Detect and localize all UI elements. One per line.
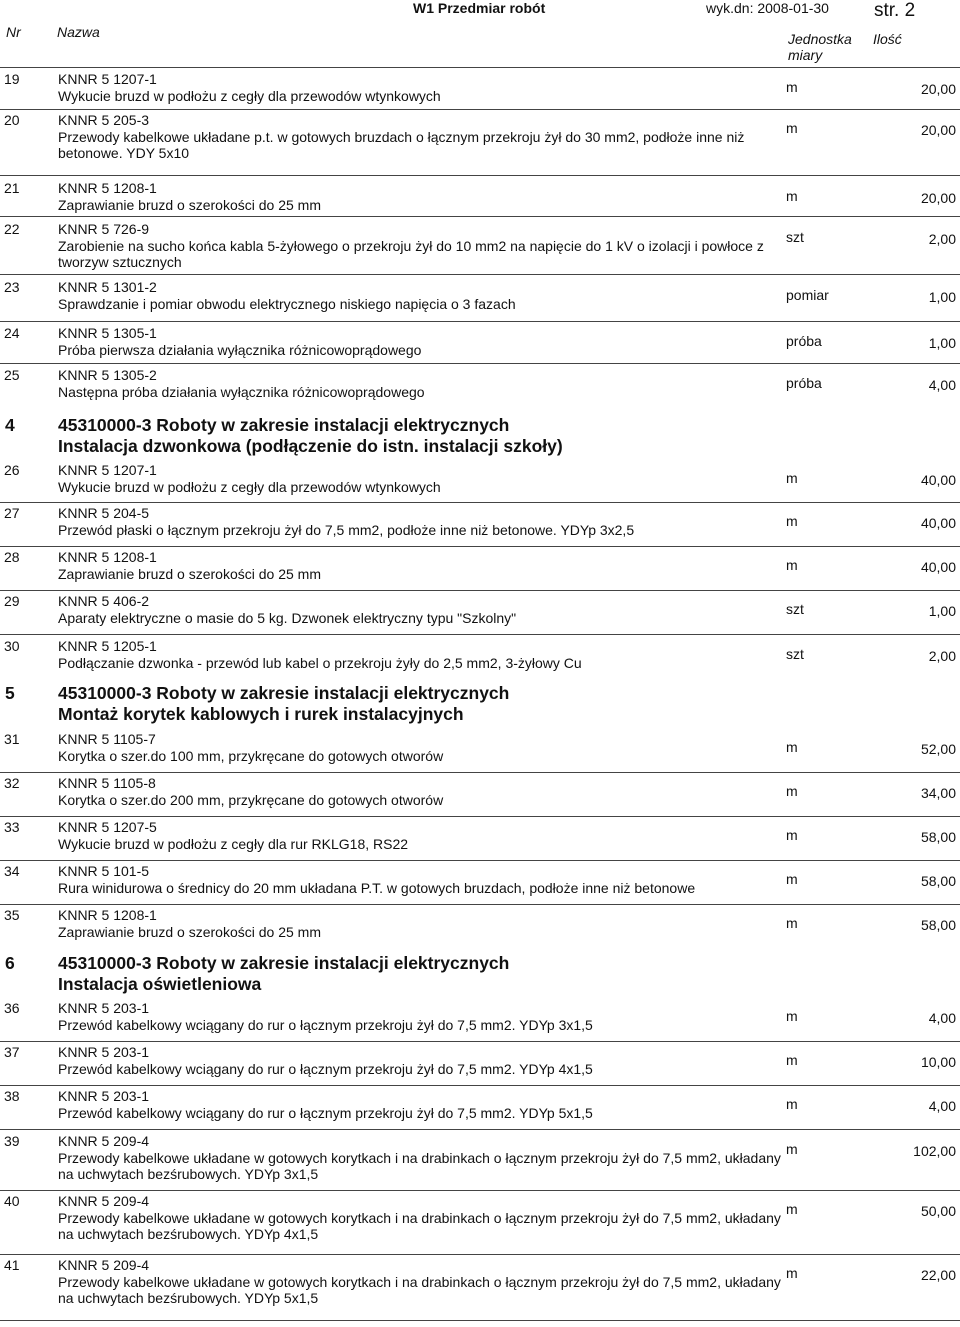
divider — [0, 1085, 960, 1086]
row-unit: m — [786, 1141, 798, 1157]
row-number: 21 — [4, 180, 20, 196]
row-quantity: 20,00 — [920, 190, 956, 206]
row-quantity: 34,00 — [920, 785, 956, 801]
row-quantity: 40,00 — [920, 472, 956, 488]
section-name: Instalacja oświetleniowa — [58, 974, 262, 994]
row-unit: m — [786, 1096, 798, 1112]
divider — [0, 590, 960, 591]
row-unit: szt — [786, 646, 804, 662]
column-header-miary: miary — [788, 47, 823, 63]
row-unit: m — [786, 1052, 798, 1068]
row-unit: m — [786, 557, 798, 573]
row-unit: m — [786, 513, 798, 529]
row-quantity: 4,00 — [928, 1010, 956, 1026]
row-description: Przewody kabelkowe układane p.t. w gotowych bruzdach o łącznym przekroju żył do 30 mm2, podłoże inne niż betonowe. YDY 5x10 — [58, 129, 745, 161]
row-description: Zaprawianie bruzd o szerokości do 25 mm — [58, 924, 322, 940]
row-description: Aparaty elektryczne o masie do 5 kg. Dzwonek elektryczny typu "Szkolny" — [58, 610, 517, 626]
row-code: KNNR 5 1205-1 — [58, 638, 157, 654]
row-quantity: 52,00 — [920, 741, 956, 757]
row-description: Zaprawianie bruzd o szerokości do 25 mm — [58, 197, 322, 213]
row-description: Wykucie bruzd w podłożu z cegły dla przewodów wtynkowych — [58, 479, 441, 495]
row-number: 31 — [4, 731, 20, 747]
row-unit: m — [786, 120, 798, 136]
divider — [0, 904, 960, 905]
row-description: Wykucie bruzd w podłożu z cegły dla rur RKLG18, RS22 — [58, 836, 409, 852]
row-quantity: 40,00 — [920, 515, 956, 531]
row-code: KNNR 5 203-1 — [58, 1088, 150, 1104]
row-description: Podłączanie dzwonka - przewód lub kabel o przekroju żyły do 2,5 mm2, 3-żyłowy Cu — [58, 655, 582, 671]
row-quantity: 10,00 — [920, 1054, 956, 1070]
divider — [0, 1254, 960, 1255]
row-quantity: 58,00 — [920, 917, 956, 933]
divider — [0, 502, 960, 503]
row-code: KNNR 5 203-1 — [58, 1000, 150, 1016]
row-description: Korytka o szer.do 100 mm, przykręcane do gotowych otworów — [58, 748, 444, 764]
divider — [0, 634, 960, 635]
row-code: KNNR 5 1305-2 — [58, 367, 157, 383]
row-number: 23 — [4, 279, 20, 295]
row-code: KNNR 5 1305-1 — [58, 325, 157, 341]
row-description: Rura winidurowa o średnicy do 20 mm układana P.T. w gotowych bruzdach, podłoże inne niż betonowe — [58, 880, 696, 896]
row-code: KNNR 5 1207-1 — [58, 71, 157, 87]
row-quantity: 2,00 — [928, 231, 956, 247]
row-unit: m — [786, 739, 798, 755]
section-code: 45310000-3 Roboty w zakresie instalacji elektrycznych — [58, 953, 510, 973]
row-code: KNNR 5 101-5 — [58, 863, 150, 879]
row-description: Przewód płaski o łącznym przekroju żył do 7,5 mm2, podłoże inne niż betonowe. YDYp 3x2,5 — [58, 522, 635, 538]
row-description: Próba pierwsza działania wyłącznika różnicowoprądowego — [58, 342, 422, 358]
section-name: Montaż korytek kablowych i rurek instalacyjnych — [58, 704, 464, 724]
document-date: wyk.dn: 2008-01-30 — [706, 0, 829, 16]
divider — [0, 109, 960, 110]
row-number: 30 — [4, 638, 20, 654]
column-header-jednostka: Jednostka — [788, 31, 852, 47]
divider — [0, 274, 960, 275]
divider — [0, 175, 960, 176]
row-description: Przewody kabelkowe układane w gotowych korytkach i na drabinkach o łącznym przekroju żył do 7,5 mm2, układany na uchwytach bezśrubowych. YDYp 5x1,5 — [58, 1274, 781, 1306]
divider — [0, 1129, 960, 1130]
row-quantity: 50,00 — [920, 1203, 956, 1219]
row-number: 26 — [4, 462, 20, 478]
row-unit: m — [786, 1201, 798, 1217]
divider — [0, 363, 960, 364]
row-unit: m — [786, 79, 798, 95]
row-unit: pomiar — [786, 287, 829, 303]
row-code: KNNR 5 209-4 — [58, 1193, 150, 1209]
divider — [0, 816, 960, 817]
divider — [0, 860, 960, 861]
row-code: KNNR 5 1207-5 — [58, 819, 157, 835]
row-code: KNNR 5 205-3 — [58, 112, 150, 128]
row-number: 34 — [4, 863, 20, 879]
row-number: 32 — [4, 775, 20, 791]
row-code: KNNR 5 209-4 — [58, 1257, 150, 1273]
row-quantity: 58,00 — [920, 829, 956, 845]
row-unit: m — [786, 827, 798, 843]
row-number: 41 — [4, 1257, 20, 1273]
row-number: 24 — [4, 325, 20, 341]
document-title: W1 Przedmiar robót — [413, 0, 546, 16]
divider — [0, 1190, 960, 1191]
row-unit: m — [786, 915, 798, 931]
row-code: KNNR 5 406-2 — [58, 593, 150, 609]
divider — [0, 546, 960, 547]
row-unit: m — [786, 1008, 798, 1024]
section-number: 6 — [5, 953, 15, 973]
row-quantity: 1,00 — [928, 603, 956, 619]
divider — [0, 772, 960, 773]
row-code: KNNR 5 1208-1 — [58, 549, 157, 565]
row-quantity: 2,00 — [928, 648, 956, 664]
row-number: 39 — [4, 1133, 20, 1149]
section-name: Instalacja dzwonkowa (podłączenie do istn. instalacji szkoły) — [58, 436, 563, 456]
row-description: Przewody kabelkowe układane w gotowych korytkach i na drabinkach o łącznym przekroju żył do 7,5 mm2, układany na uchwytach bezśrubowych. YDYp 4x1,5 — [58, 1210, 781, 1242]
row-code: KNNR 5 1207-1 — [58, 462, 157, 478]
row-code: KNNR 5 209-4 — [58, 1133, 150, 1149]
row-number: 37 — [4, 1044, 20, 1060]
page-number: str. 2 — [874, 0, 916, 21]
section-code: 45310000-3 Roboty w zakresie instalacji elektrycznych — [58, 683, 510, 703]
row-description: Przewód kabelkowy wciągany do rur o łącznym przekroju żył do 7,5 mm2. YDYp 4x1,5 — [58, 1061, 593, 1077]
row-description: Zarobienie na sucho końca kabla 5-żyłowego o przekroju żył do 10 mm2 na napięcie do 1 kV o izolacji i powłoce z tworzyw sztucznych — [58, 238, 764, 270]
row-code: KNNR 5 726-9 — [58, 221, 150, 237]
row-unit: szt — [786, 601, 804, 617]
divider — [0, 1320, 960, 1321]
row-quantity: 1,00 — [928, 289, 956, 305]
row-description: Zaprawianie bruzd o szerokości do 25 mm — [58, 566, 322, 582]
section-number: 5 — [5, 683, 15, 703]
row-unit: szt — [786, 229, 804, 245]
section-number: 4 — [5, 415, 15, 435]
row-code: KNNR 5 1208-1 — [58, 907, 157, 923]
row-quantity: 1,00 — [928, 335, 956, 351]
row-number: 25 — [4, 367, 20, 383]
row-number: 33 — [4, 819, 20, 835]
divider — [0, 321, 960, 322]
row-number: 40 — [4, 1193, 20, 1209]
row-quantity: 102,00 — [913, 1143, 956, 1159]
row-description: Przewody kabelkowe układane w gotowych korytkach i na drabinkach o łącznym przekroju żył do 7,5 mm2, układany na uchwytach bezśrubowych. YDYp 3x1,5 — [58, 1150, 781, 1182]
row-quantity: 58,00 — [920, 873, 956, 889]
row-number: 35 — [4, 907, 20, 923]
row-number: 20 — [4, 112, 20, 128]
row-code: KNNR 5 204-5 — [58, 505, 150, 521]
row-unit: m — [786, 1265, 798, 1281]
row-code: KNNR 5 1301-2 — [58, 279, 157, 295]
row-number: 29 — [4, 593, 20, 609]
divider — [0, 1041, 960, 1042]
row-quantity: 22,00 — [920, 1267, 956, 1283]
divider — [0, 67, 960, 68]
column-header-ilosc: Ilość — [873, 31, 902, 47]
row-number: 28 — [4, 549, 20, 565]
row-number: 22 — [4, 221, 20, 237]
row-quantity: 4,00 — [928, 377, 956, 393]
row-code: KNNR 5 203-1 — [58, 1044, 150, 1060]
row-number: 19 — [4, 71, 20, 87]
divider — [0, 216, 960, 217]
column-header-nazwa: Nazwa — [57, 24, 100, 40]
row-unit: próba — [786, 375, 822, 391]
row-description: Następna próba działania wyłącznika różnicowoprądowego — [58, 384, 425, 400]
row-description: Sprawdzanie i pomiar obwodu elektrycznego niskiego napięcia o 3 fazach — [58, 296, 516, 312]
row-number: 38 — [4, 1088, 20, 1104]
row-quantity: 4,00 — [928, 1098, 956, 1114]
column-header-nr: Nr — [6, 24, 21, 40]
row-quantity: 20,00 — [920, 81, 956, 97]
row-number: 36 — [4, 1000, 20, 1016]
row-code: KNNR 5 1105-8 — [58, 775, 156, 791]
row-code: KNNR 5 1208-1 — [58, 180, 157, 196]
row-unit: m — [786, 783, 798, 799]
row-quantity: 40,00 — [920, 559, 956, 575]
row-unit: m — [786, 871, 798, 887]
row-description: Korytka o szer.do 200 mm, przykręcane do gotowych otworów — [58, 792, 444, 808]
row-description: Przewód kabelkowy wciągany do rur o łącznym przekroju żył do 7,5 mm2. YDYp 5x1,5 — [58, 1105, 593, 1121]
row-unit: m — [786, 470, 798, 486]
section-code: 45310000-3 Roboty w zakresie instalacji elektrycznych — [58, 415, 510, 435]
row-number: 27 — [4, 505, 20, 521]
row-unit: m — [786, 188, 798, 204]
row-quantity: 20,00 — [920, 122, 956, 138]
row-unit: próba — [786, 333, 822, 349]
row-code: KNNR 5 1105-7 — [58, 731, 156, 747]
row-description: Wykucie bruzd w podłożu z cegły dla przewodów wtynkowych — [58, 88, 441, 104]
row-description: Przewód kabelkowy wciągany do rur o łącznym przekroju żył do 7,5 mm2. YDYp 3x1,5 — [58, 1017, 593, 1033]
